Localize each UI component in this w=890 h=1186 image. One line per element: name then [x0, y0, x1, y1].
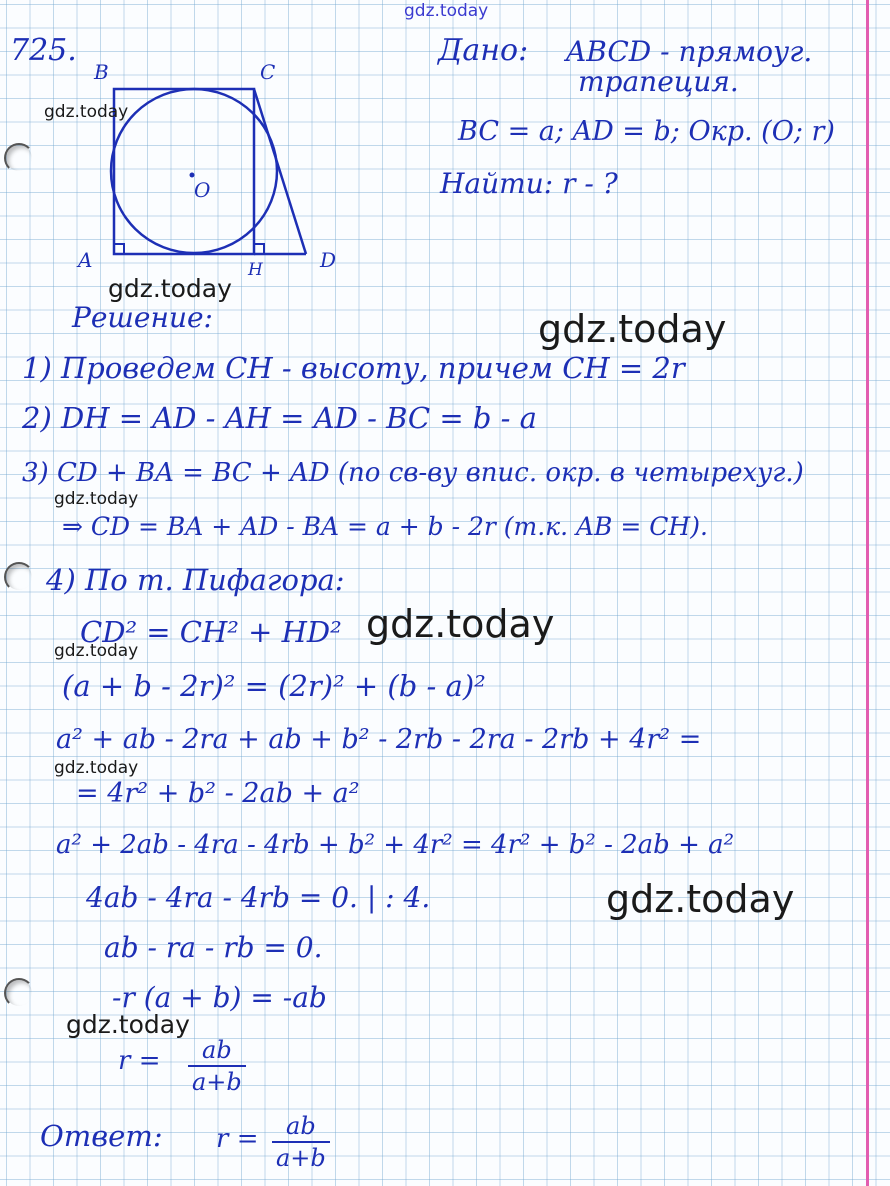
equation-5: a² + 2ab - 4ra - 4rb + b² + 4r² = 4r² + b² - 2ab + a²: [56, 830, 735, 860]
watermark: gdz.today: [606, 877, 795, 921]
equation-8: -r (a + b) = -ab: [112, 981, 327, 1014]
equation-3: a² + ab - 2ra + ab + b² - 2rb - 2ra - 2rb + 4r² =: [56, 724, 702, 755]
label-o: O: [194, 178, 211, 202]
watermark: gdz.today: [54, 489, 139, 509]
binder-hole: [4, 143, 34, 173]
step-3a: 3) CD + BA = BC + AD (по св-ву впис. окр. в четырехуг.): [22, 458, 804, 488]
side-cd: [254, 89, 306, 254]
right-angle-h: [254, 244, 264, 254]
binder-hole: [4, 562, 34, 592]
solution-title: Решение:: [72, 301, 213, 334]
watermark: gdz.today: [66, 1010, 190, 1039]
answer-fraction: [272, 1114, 330, 1170]
inscribed-circle: [111, 89, 277, 253]
given-line-2: трапеция.: [578, 65, 739, 98]
result-fraction: [188, 1038, 246, 1094]
answer-lhs: r =: [216, 1124, 259, 1154]
margin-line: [866, 0, 869, 1186]
label-a: A: [78, 248, 93, 272]
right-angle-a: [114, 244, 124, 254]
step-3b: ⇒ CD = BA + AD - BA = a + b - 2r (т.к. AB = CH).: [62, 512, 708, 541]
equation-7: ab - ra - rb = 0.: [104, 931, 323, 964]
result-denominator: a+b: [192, 1068, 242, 1096]
given-title: Дано:: [438, 33, 529, 68]
watermark: gdz.today: [404, 1, 489, 21]
answer-denominator: a+b: [276, 1144, 326, 1172]
binder-hole: [4, 978, 34, 1008]
watermark: gdz.today: [108, 274, 232, 303]
step-2: 2) DH = AD - AH = AD - BC = b - a: [22, 401, 537, 435]
result-numerator: ab: [188, 1038, 246, 1067]
find-line: Найти: r - ?: [440, 167, 618, 200]
watermark: gdz.today: [44, 102, 129, 122]
label-h: H: [248, 260, 263, 280]
equation-6: 4ab - 4ra - 4rb = 0. | : 4.: [86, 881, 431, 914]
watermark: gdz.today: [54, 758, 139, 778]
given-line-1: ABCD - прямоуг.: [566, 35, 813, 68]
trapezoid-diagram: [70, 55, 360, 280]
label-c: C: [260, 60, 276, 84]
label-d: D: [320, 248, 337, 272]
watermark: gdz.today: [54, 641, 139, 661]
result-lhs: r =: [118, 1046, 161, 1076]
watermark: gdz.today: [366, 602, 555, 646]
equation-4: = 4r² + b² - 2ab + a²: [76, 778, 360, 809]
equation-1: CD² = CH² + HD²: [80, 615, 342, 649]
watermark: gdz.today: [538, 307, 727, 351]
step-4-title: 4) По т. Пифагора:: [46, 563, 345, 597]
equation-2: (a + b - 2r)² = (2r)² + (b - a)²: [62, 669, 486, 703]
given-line-3: BC = a; AD = b; Окр. (O; r): [458, 116, 835, 147]
answer-numerator: ab: [272, 1114, 330, 1143]
center-point: [190, 173, 195, 178]
step-1: 1) Проведем CH - высоту, причем CH = 2r: [22, 351, 685, 385]
answer-label: Ответ:: [40, 1119, 163, 1153]
label-b: B: [94, 60, 109, 84]
problem-number: 725.: [10, 33, 77, 68]
